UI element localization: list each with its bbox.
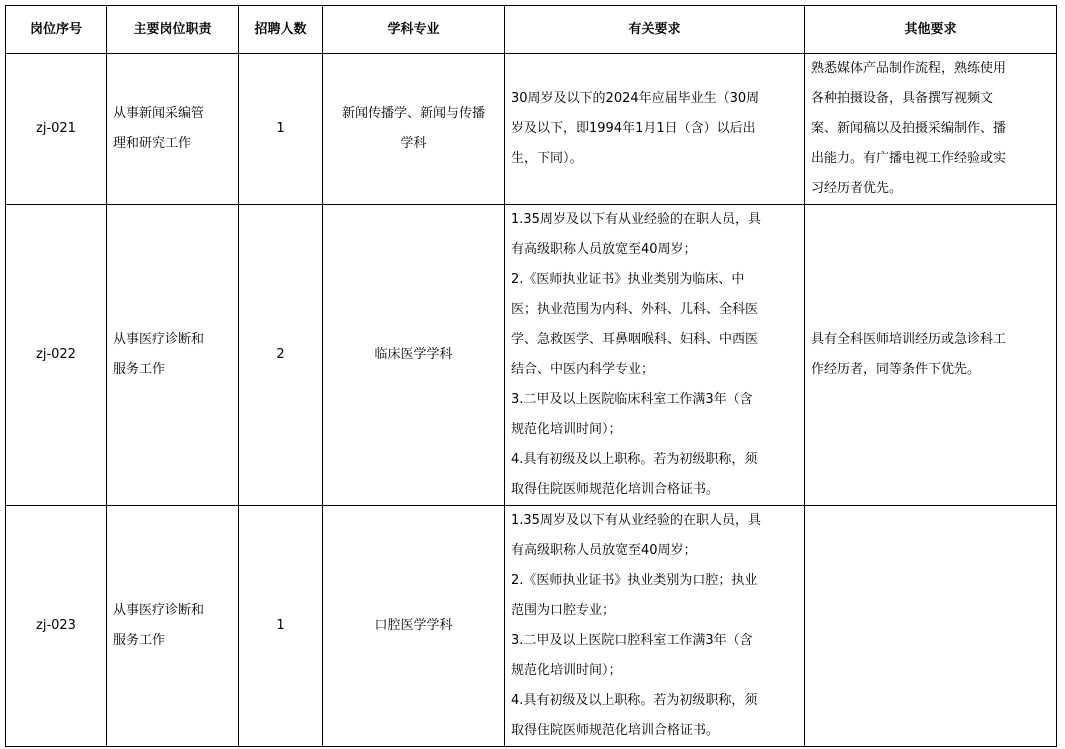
hiring-count-cell: 2 [239, 205, 323, 506]
duty-line: 从事医疗诊断和 [113, 332, 205, 347]
hiring-count-cell: 1 [239, 54, 323, 205]
other-requirements-cell [805, 54, 1057, 205]
position-id-cell: zj-023 [6, 506, 107, 747]
requirements-cell [505, 205, 805, 506]
major-cell [323, 506, 505, 747]
requirement-line: 取得住院医师规范化培训合格证书。 [511, 482, 720, 497]
major-cell [323, 205, 505, 506]
requirement-line: 2.《医师执业证书》执业类别为临床、中 [511, 272, 745, 287]
requirement-line: 2.《医师执业证书》执业类别为口腔；执业 [511, 573, 758, 588]
header-other-requirements: 其他要求 [805, 6, 1057, 54]
requirements-cell [505, 54, 805, 205]
major-line: 口腔医学学科 [374, 618, 453, 633]
other-requirement-line: 案、新闻稿以及拍摄采编制作、播 [811, 121, 1007, 136]
table-row [6, 506, 1057, 747]
other-requirement-line: 习经历者优先。 [811, 181, 903, 196]
duty-cell [107, 54, 239, 205]
requirement-line: 岁及以下，即1994年1月1日（含）以后出 [511, 121, 756, 136]
requirement-line: 结合、中医内科学专业； [511, 362, 655, 377]
other-requirement-line: 作经历者，同等条件下优先。 [811, 362, 981, 377]
other-requirement-line: 各种拍摄设备，具备撰写视频文 [811, 91, 994, 106]
position-id-cell: zj-021 [6, 54, 107, 205]
duty-line: 理和研究工作 [113, 136, 192, 151]
requirement-line: 取得住院医师规范化培训合格证书。 [511, 723, 720, 738]
header-hiring-count: 招聘人数 [239, 6, 323, 54]
major-line: 新闻传播学、新闻与传播 [341, 106, 485, 121]
requirement-line: 规范化培训时间）； [511, 663, 622, 678]
header-main-duty: 主要岗位职责 [107, 6, 239, 54]
requirements-cell [505, 506, 805, 747]
requirement-line: 学、急救医学、耳鼻咽喉科、妇科、中西医 [511, 332, 759, 347]
requirement-line: 有高级职称人员放宽至40周岁； [511, 242, 697, 257]
requirement-line: 1.35周岁及以下有从业经验的在职人员，具 [511, 513, 761, 528]
duty-cell [107, 205, 239, 506]
requirement-line: 有高级职称人员放宽至40周岁； [511, 543, 697, 558]
duty-line: 服务工作 [113, 362, 166, 377]
duty-line: 从事医疗诊断和 [113, 603, 205, 618]
requirement-line: 30周岁及以下的2024年应届毕业生（30周 [511, 91, 760, 106]
requirement-line: 3.二甲及以上医院口腔科室工作满3年（含 [511, 633, 753, 648]
requirement-line: 医；执业范围为内科、外科、儿科、全科医 [511, 302, 759, 317]
table-row [6, 54, 1057, 205]
header-major: 学科专业 [323, 6, 505, 54]
recruitment-table [5, 5, 1057, 747]
requirement-line: 范围为口腔专业； [511, 603, 616, 618]
major-line: 学科 [400, 136, 427, 151]
requirement-line: 4.具有初级及以上职称。若为初级职称，须 [511, 452, 758, 467]
major-cell [323, 54, 505, 205]
duty-cell [107, 506, 239, 747]
requirement-line: 规范化培训时间）； [511, 422, 622, 437]
header-position-id: 岗位序号 [6, 6, 107, 54]
major-line: 临床医学学科 [374, 347, 453, 362]
other-requirement-line: 熟悉媒体产品制作流程，熟练使用 [811, 61, 1007, 76]
other-requirement-line: 出能力。有广播电视工作经验或实 [811, 151, 1007, 166]
duty-line: 服务工作 [113, 633, 166, 648]
position-id-cell: zj-022 [6, 205, 107, 506]
hiring-count-cell: 1 [239, 506, 323, 747]
duty-line: 从事新闻采编管 [113, 106, 205, 121]
other-requirement-line: 具有全科医师培训经历或急诊科工 [811, 332, 1007, 347]
other-requirements-cell [805, 205, 1057, 506]
header-requirements: 有关要求 [505, 6, 805, 54]
requirement-line: 3.二甲及以上医院临床科室工作满3年（含 [511, 392, 753, 407]
other-requirements-cell [805, 506, 1057, 747]
requirement-line: 1.35周岁及以下有从业经验的在职人员，具 [511, 212, 761, 227]
table-row [6, 205, 1057, 506]
header-row [6, 6, 1057, 54]
requirement-line: 生，下同）。 [511, 151, 583, 166]
requirement-line: 4.具有初级及以上职称。若为初级职称，须 [511, 693, 758, 708]
